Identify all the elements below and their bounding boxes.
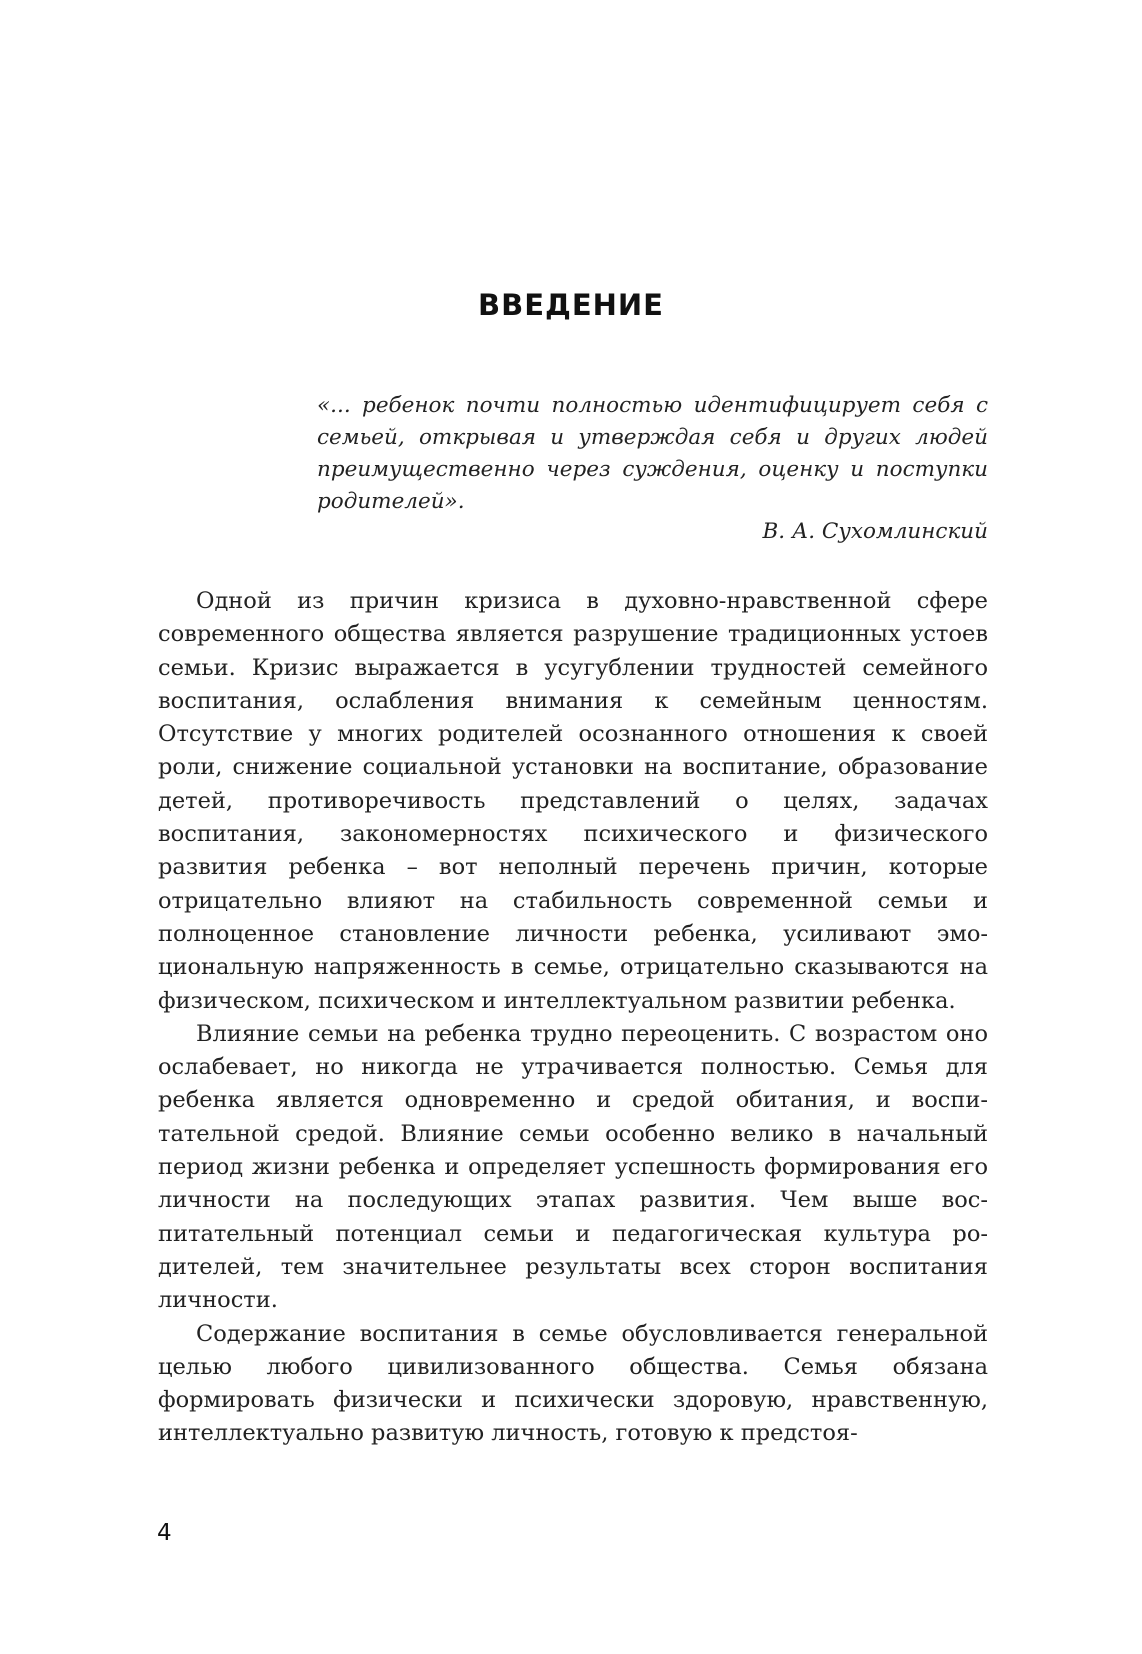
- epigraph-quote: «... ребенок почти полностью идентифицирует себя с семьей, открывая и утверждая себя и других людей преимущественно через суждения, оценку и поступки родителей».: [317, 393, 988, 514]
- epigraph-author: В. А. Сухомлинский: [762, 519, 988, 544]
- chapter-heading: ВВЕДЕНИЕ: [477, 288, 664, 322]
- paragraph: Влияние семьи на ребенка трудно переоценить. С возрастом оно ослабевает, но никогда не утрачивается полностью. Семья для ребенка является одновременно и средой обитания, и воспитательной средой. Влияние семьи особенно велико в начальный период жизни ребенка и определяет успешность формирования его личности на последующих этапах развития. Чем выше воспитательный потенциал семьи и педагогическая культура родителей, тем значительнее результаты всех сторон воспитания личности.: [158, 1020, 988, 1314]
- paragraph: Содержание воспитания в семье обусловливается генеральной целью любого цивилизованного общества. Семья обязана формировать физически и психически здоровую, нравственную, интеллектуально развитую личность, готовую к предстоя-: [158, 1320, 988, 1447]
- body-text: [158, 585, 988, 1451]
- page-number: 4: [157, 1520, 172, 1546]
- paragraph: Одной из причин кризиса в духовно-нравственной сфере современного общества является разрушение традиционных устоев семьи. Кризис выражается в усугублении трудностей семейного воспитания, ослабления внимания к семейным ценностям. Отсутствие у многих родителей осознанного отношения к своей роли, снижение социальной установки на воспитание, образование детей, противоречивость представлений о целях, задачах воспитания, закономерностях психического и физического развития ребенка – вот неполный перечень причин, которые отрицательно влияют на стабильность современной семьи и полноценное становление личности ребенка, усиливают эмоциональную напряженность в семье, отрицательно сказываются на физическом, психическом и интеллектуальном развитии ребенка.: [158, 588, 988, 1014]
